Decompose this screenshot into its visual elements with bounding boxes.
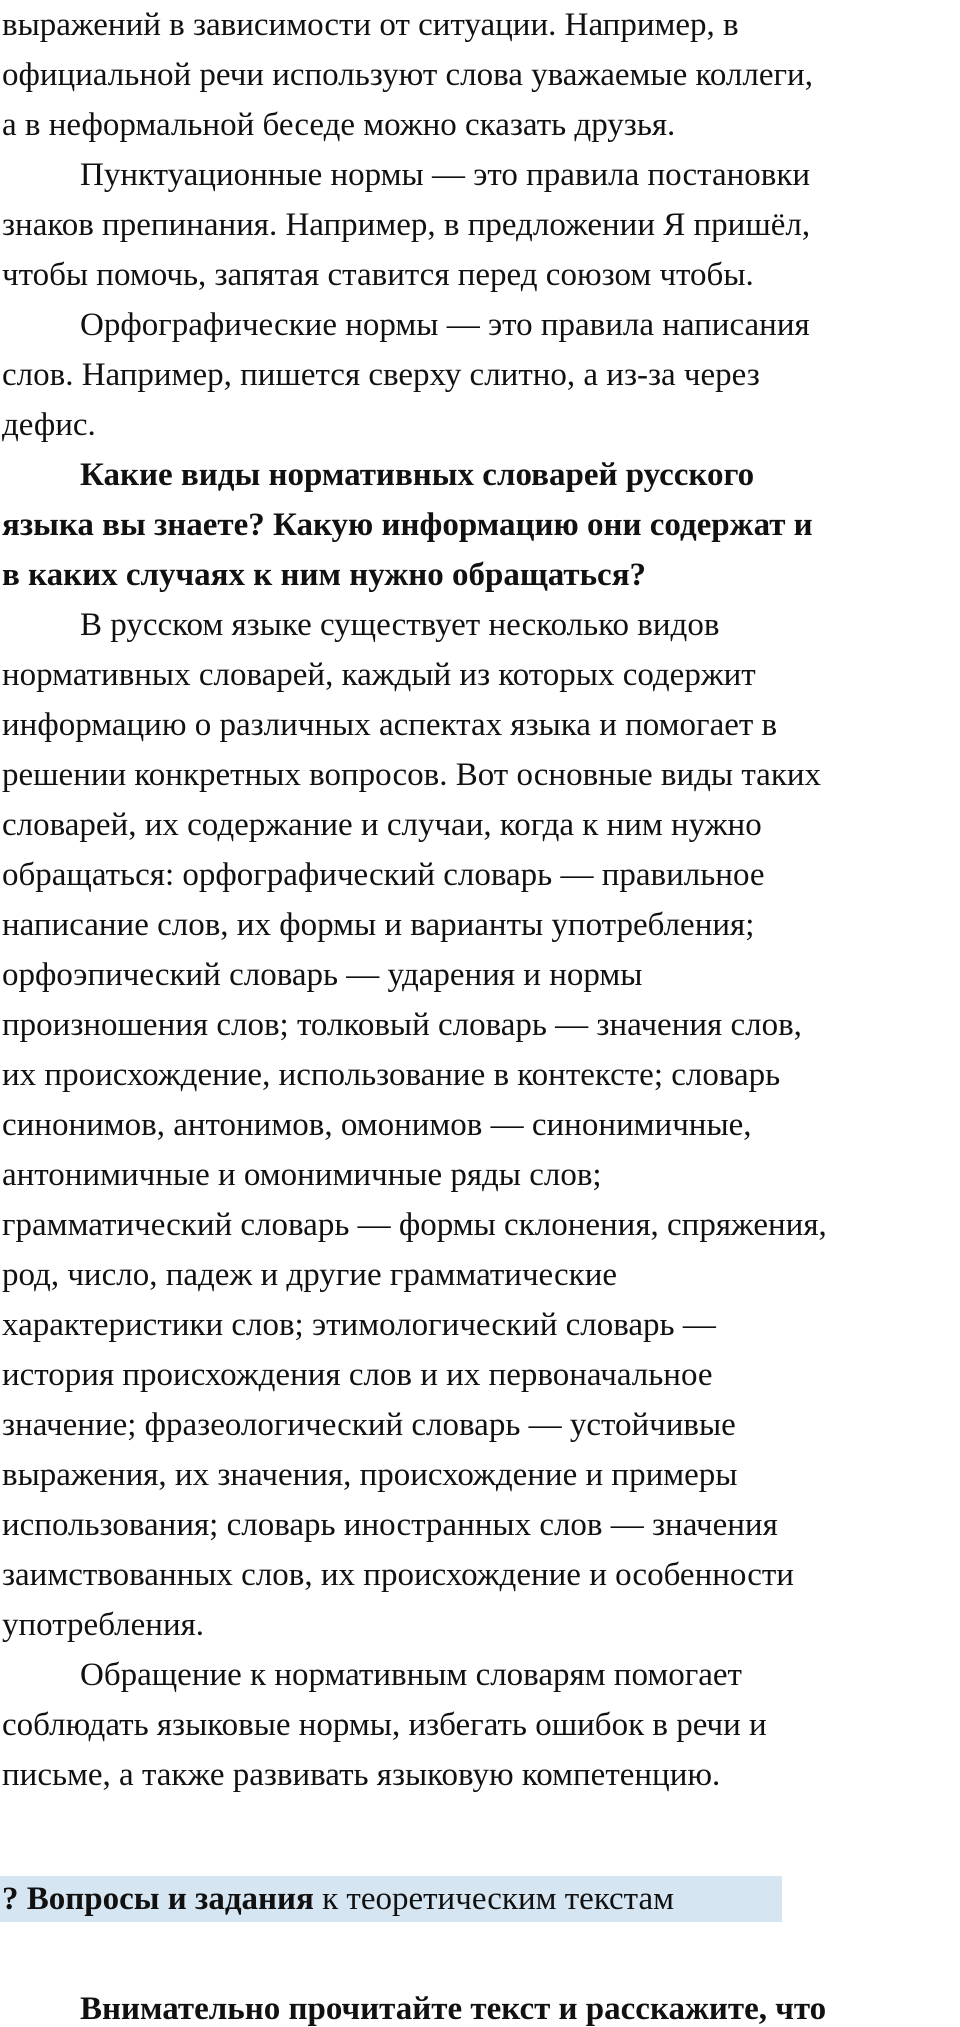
text-line: выражения, их значения, происхождение и примеры: [2, 1457, 738, 1493]
text-line: выражений в зависимости от ситуации. Например, в: [2, 7, 739, 43]
text-line: официальной речи используют слова уважаемые коллеги,: [2, 57, 813, 93]
text-line: история происхождения слов и их первоначальное: [2, 1357, 713, 1393]
text-line: грамматический словарь — формы склонения, спряжения,: [2, 1207, 827, 1243]
question-heading: [2, 450, 958, 600]
text-line: произношения слов; толковый словарь — значения слов,: [2, 1007, 802, 1043]
questions-section-heading: [2, 1874, 674, 1924]
paragraph-dictionaries: [2, 600, 958, 1650]
text-line: написание слов, их формы и варианты употребления;: [2, 907, 755, 943]
text-line: соблюдать языковые нормы, избегать ошибок в речи и: [2, 1707, 767, 1743]
text-line: синонимов, антонимов, омонимов — синонимичные,: [2, 1107, 752, 1143]
paragraph-conclusion: [2, 1650, 958, 1800]
text-line: знаков препинания. Например, в предложении Я пришёл,: [2, 207, 811, 243]
text-line: информацию о различных аспектах языка и помогает в: [2, 707, 778, 743]
text-line: орфоэпический словарь — ударения и нормы: [2, 957, 643, 993]
text-line: антонимичные и омонимичные ряды слов;: [2, 1157, 602, 1193]
text-line: письме, а также развивать языковую компетенцию.: [2, 1757, 721, 1793]
text-line: решении конкретных вопросов. Вот основные виды таких: [2, 757, 822, 793]
questions-section-regular-label: к теоретическим текстам: [313, 1881, 675, 1917]
text-line: чтобы помочь, запятая ставится перед союзом чтобы.: [2, 257, 754, 293]
text-line: в каких случаях к ним нужно обращаться?: [2, 557, 647, 593]
text-line: Обращение к нормативным словарям помогает: [80, 1657, 742, 1693]
text-line: значение; фразеологический словарь — устойчивые: [2, 1407, 736, 1443]
text-line: дефис.: [2, 407, 96, 443]
text-line: Какие виды нормативных словарей русского: [80, 457, 755, 493]
text-line: В русском языке существует несколько видов: [80, 607, 720, 643]
text-line: их происхождение, использование в контексте; словарь: [2, 1057, 781, 1093]
text-line: слов. Например, пишется сверху слитно, а из-за через: [2, 357, 760, 393]
text-line: словарей, их содержание и случаи, когда к ним нужно: [2, 807, 762, 843]
task-text: Внимательно прочитайте текст и расскажите, что: [80, 1991, 827, 2027]
text-line: языка вы знаете? Какую информацию они содержат и: [2, 507, 813, 543]
text-line: обращаться: орфографический словарь — правильное: [2, 857, 765, 893]
text-line: Орфографические нормы — это правила написания: [80, 307, 810, 343]
text-line: род, число, падеж и другие грамматические: [2, 1257, 618, 1293]
text-line: заимствованных слов, их происхождение и особенности: [2, 1557, 794, 1593]
paragraph-punctuation-norms: [2, 150, 958, 300]
text-line: употребления.: [2, 1607, 205, 1643]
text-line: характеристики слов; этимологический словарь —: [2, 1307, 716, 1343]
paragraph-lexical-norms-ending: [2, 0, 958, 150]
paragraph-orthography-norms: [2, 300, 958, 450]
text-line: а в неформальной беседе можно сказать друзья.: [2, 107, 676, 143]
questions-section-bold-label: ? Вопросы и задания: [2, 1881, 314, 1917]
text-line: нормативных словарей, каждый из которых содержит: [2, 657, 756, 693]
text-line: использования; словарь иностранных слов — значения: [2, 1507, 778, 1543]
text-line: Пунктуационные нормы — это правила постановки: [80, 157, 811, 193]
